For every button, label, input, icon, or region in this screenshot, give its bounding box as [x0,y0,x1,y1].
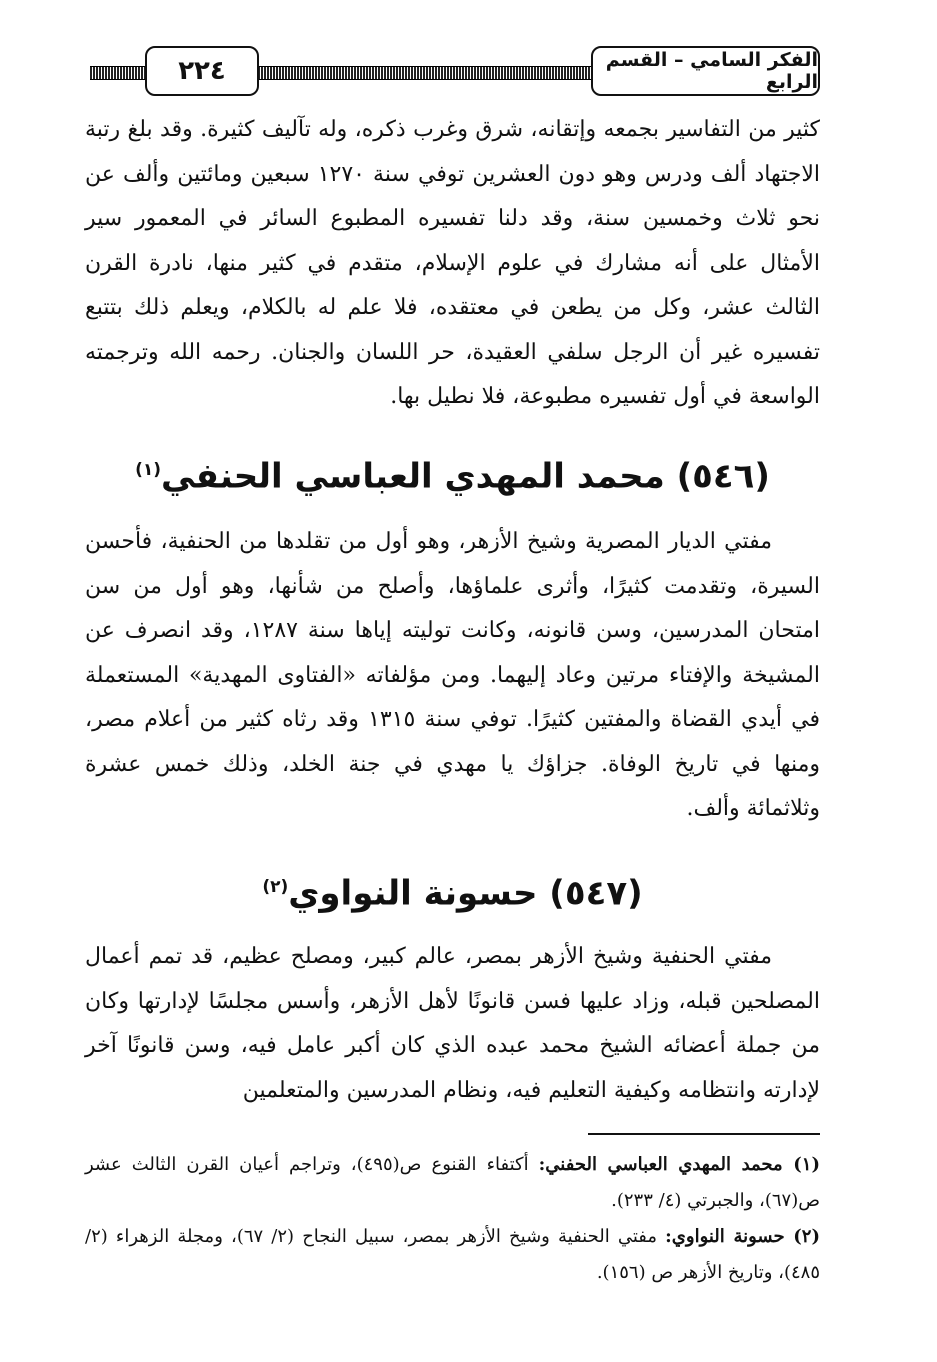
footnote-text: مفتي الحنفية وشيخ الأزهر بمصر، سبيل النجاح (٢/ ٦٧)، ومجلة الزهراء (٢/ ٤٨٥)، وتاريخ الأزهر ص (١٥٦). [85,1226,820,1283]
footnote-ref: (٢) [262,877,289,897]
section-547-body [85,935,820,1113]
footnote-ref: (١) [135,460,162,480]
section-546-body [85,520,820,832]
footnote-text: أكتفاء القنوع ص(٤٩٥)، وتراجم أعيان القرن الثالث عشر ص(٦٧)، والجبرتي (٤/ ٢٣٣). [85,1154,820,1211]
footnote-lead: (٢) حسونة النواوي: [665,1226,820,1247]
heading-text: (٥٤٧) حسونة النواوي [288,873,643,914]
section-heading-546 [85,445,820,501]
page-number: ٢٢٤ [145,46,259,96]
footnote-lead: (١) محمد المهدي العباسي الحفني: [538,1154,820,1175]
paragraph-text: مفتي الحنفية وشيخ الأزهر بمصر، عالم كبير، ومصلح عظيم، قد تمم أعمال المصلحين قبله، وزاد عليها فسن قانونًا لأهل الأزهر، وأسس مجلسًا لإدارتها وكان من جملة أعضائه الشيخ محمد عبده الذي كان أكبر عامل فيه، وسن قانونًا آخر لإدارته وانتظامه وكيفية التعليم فيه، ونظام المدرسين والمتعلمين [85,944,820,1103]
heading-text: (٥٤٦) محمد المهدي العباسي الحنفي [161,456,770,497]
section-heading-547 [85,862,820,918]
footnote-separator [588,1133,820,1135]
footnote-1 [85,1147,820,1219]
footnotes [85,1147,820,1291]
footnote-2 [85,1219,820,1291]
paragraph-continuation [85,108,820,420]
paragraph-text: مفتي الديار المصرية وشيخ الأزهر، وهو أول من تقلدها من الحنفية، فأحسن السيرة، وتقدمت كثيرًا، وأثرى علماؤها، وأصلح من شأنها، وهو أول من سن امتحان المدرسين، وسن قانونه، وكانت توليته إياها سنة ١٢٨٧، وقد انصرف عن المشيخة والإفتاء مرتين وعاد إليهما. ومن مؤلفاته «الفتاوى المهدية» المستعملة في أيدي القضاة والمفتين كثيرًا. توفي سنة ١٣١٥ وقد رثاه كثير من أعلام مصر، ومنها في تاريخ الوفاة. جزاؤك يا مهدي في جنة الخلد، وذلك خمس عشرة وثلاثمائة وألف. [85,529,821,821]
running-title: الفكر السامي – القسم الرابع [591,46,820,96]
paragraph-text: كثير من التفاسير بجمعه وإتقانه، شرق وغرب ذكره، وله تآليف كثيرة. وقد بلغ رتبة الاجتهاد ألف ودرس وهو دون العشرين توفي سنة ١٢٧٠ سبعين ومائتين وألف عن نحو ثلاث وخمسين سنة، وقد دلنا تفسيره المطبوع السائر في المعمور سير الأمثال على أنه مشارك في علوم الإسلام، متقدم في كثير منها، نادرة القرن الثالث عشر، وكل من يطعن في معتقده، فلا علم له بالكلام، ويعلم ذلك بتتبع تفسيره غير أن الرجل سلفي العقيدة، حر اللسان والجنان. رحمه الله وترجمته الواسعة في أول تفسيره مطبوعة، فلا نطيل بها. [85,117,820,409]
page-header [90,42,820,98]
